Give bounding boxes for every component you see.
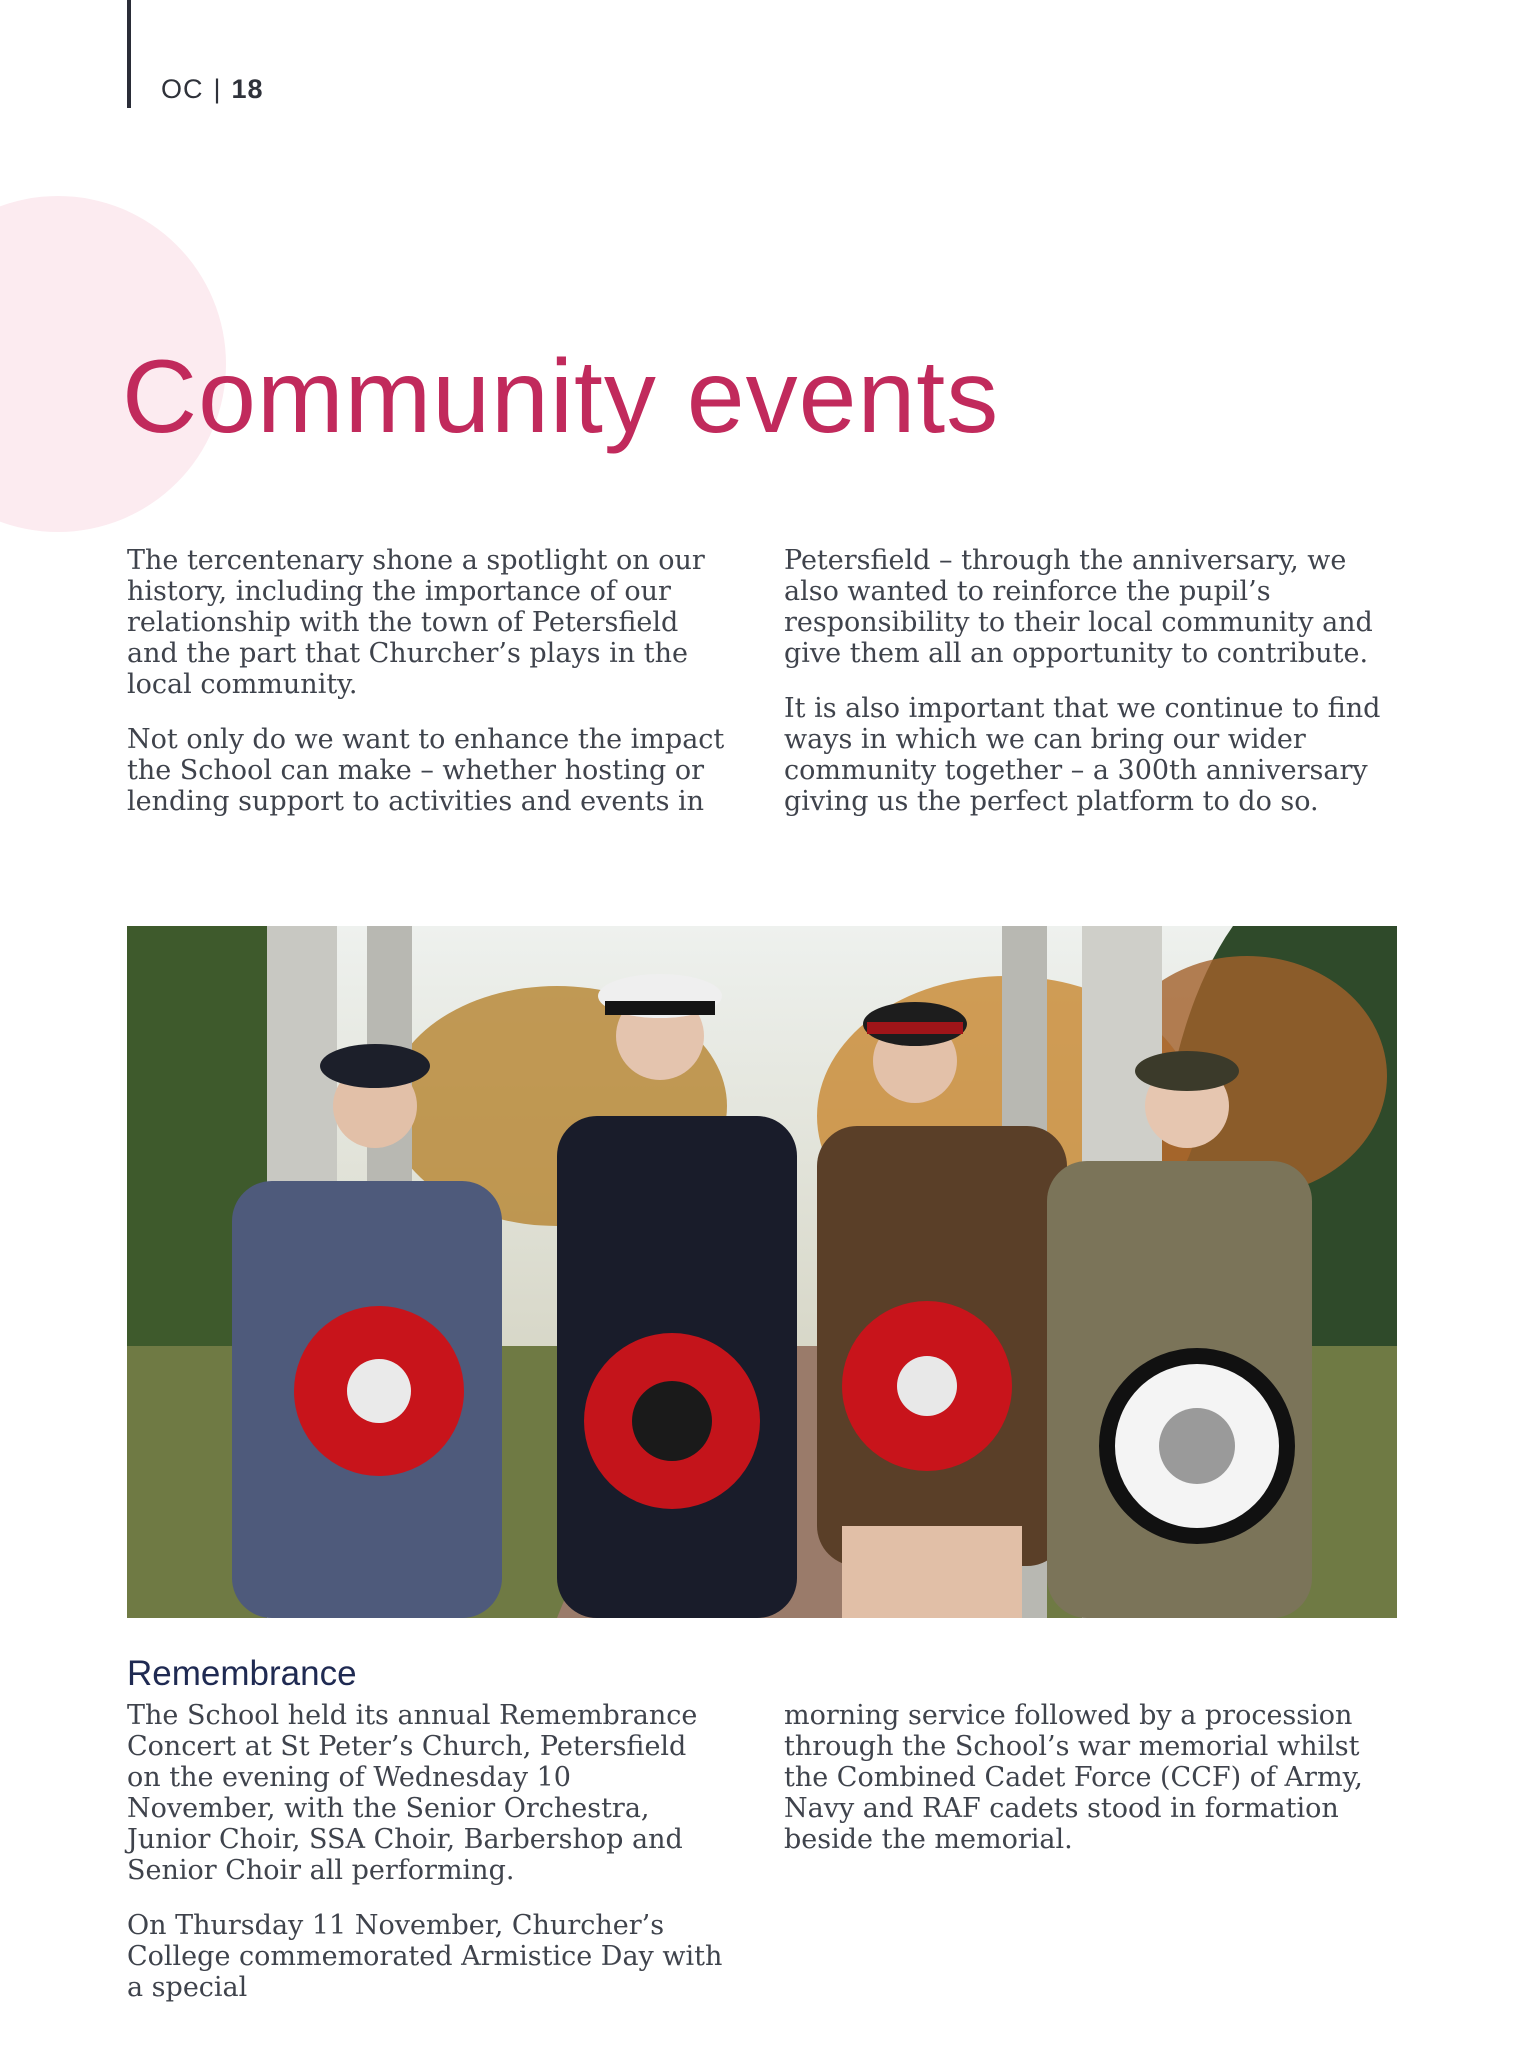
section-heading-remembrance: Remembrance [127, 1654, 357, 1693]
intro-paragraph: It is also important that we continue to find ways in which we can bring our wider community together – a 300th anniversary giving us the perfect platform to do so. [784, 693, 1381, 817]
section-label: OC [161, 74, 204, 104]
page-header [161, 74, 264, 105]
remembrance-paragraph: On Thursday 11 November, Churcher’s College commemorated Armistice Day with a special [127, 1910, 723, 2003]
remembrance-paragraph: morning service followed by a procession through the School’s war memorial whilst the Combined Cadet Force (CCF) of Army, Navy and RAF cadets stood in formation beside the memorial. [784, 1700, 1363, 1855]
page-title: Community events [122, 339, 1000, 455]
page-number: 18 [231, 74, 264, 104]
intro-paragraph: The tercentenary shone a spotlight on our history, including the importance of our relationship with the town of Petersfield and the part that Churcher’s plays in the local community. [127, 545, 705, 700]
header-rule [127, 0, 131, 108]
intro-column-left [127, 545, 727, 841]
photo-illustration [127, 926, 1397, 1618]
remembrance-paragraph: The School held its annual Remembrance Concert at St Peter’s Church, Petersfield on the evening of Wednesday 10 November, with the Senior Orchestra, Junior Choir, SSA Choir, Barbershop and Senior Choir all performing. [127, 1700, 698, 1886]
header-separator: | [213, 74, 222, 104]
remembrance-photo [127, 926, 1397, 1618]
intro-paragraph: Not only do we want to enhance the impact the School can make – whether hosting or lending support to activities and events in [127, 724, 725, 817]
remembrance-column-left [127, 1700, 727, 2027]
intro-column-right [784, 545, 1384, 841]
intro-paragraph: Petersfield – through the anniversary, we also wanted to reinforce the pupil’s responsibility to their local community and give them all an opportunity to contribute. [784, 545, 1373, 669]
remembrance-column-right [784, 1700, 1384, 1879]
